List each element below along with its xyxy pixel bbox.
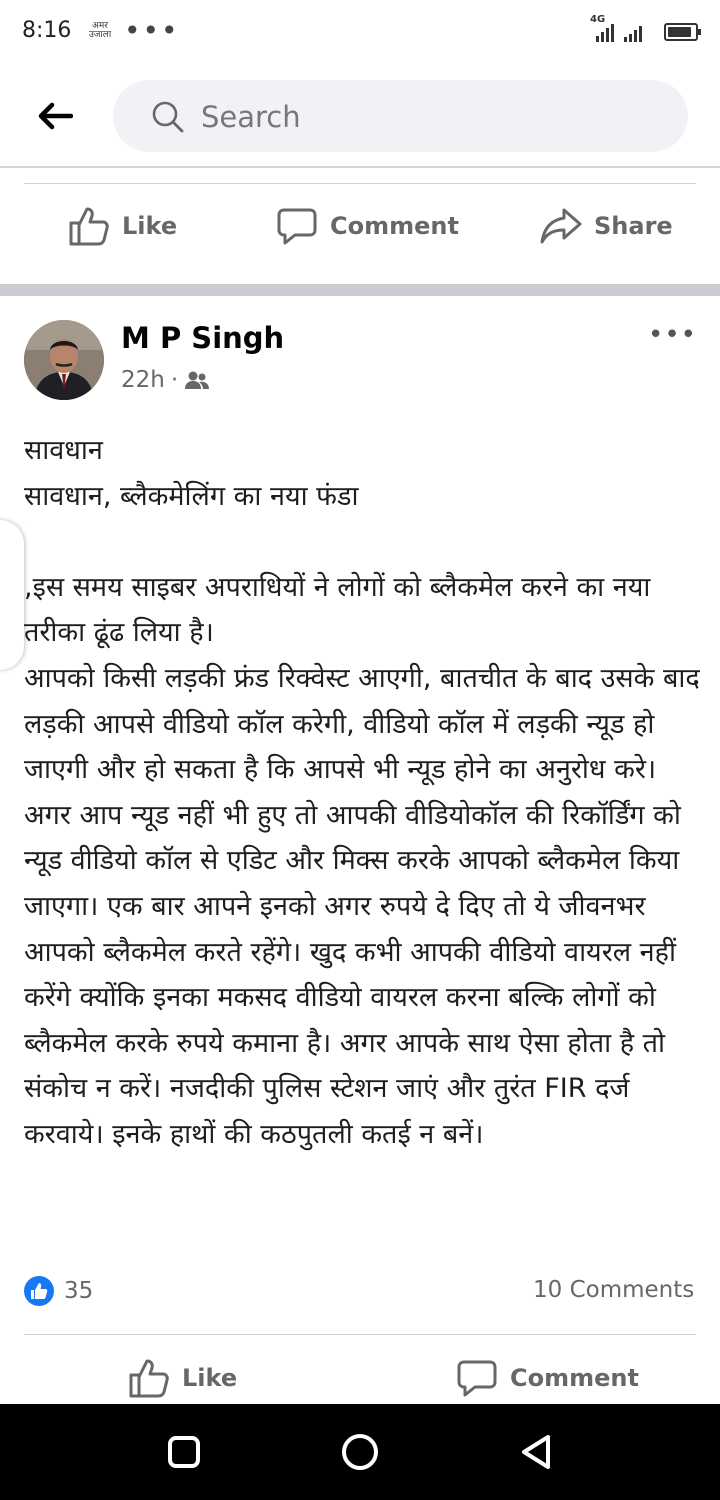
- share-arrow-icon: [540, 206, 582, 246]
- like-button-bottom[interactable]: [128, 1358, 237, 1398]
- comment-label: Comment: [330, 212, 459, 240]
- post-paragraph-gap: [24, 519, 700, 565]
- post-paragraph: आपको किसी लड़की फ्रंड रिक्वेस्ट आएगी, बातचीत के बाद उसके बाद लड़की आपसे वीडियो कॉल करेगी, वीडियो कॉल में लड़की न्यूड हो जाएगी और हो सकता है कि आपसे भी न्यूड होने का अनुरोध करे। अगर आप न्यूड नहीं भी हुए तो आपकी वीडियोकॉल की रिकॉर्डिंग को न्यूड वीडियो कॉल से एडिट और मिक्स करके आपको ब्लैकमेल किया जाएगा। एक बार आपने इनको अगर रुपये दे दिए तो ये जीवनभर आपको ब्लैकमेल करते रहेंगे। खुद कभी आपकी वीडियो वायरल नहीं करेंगे क्योंकि इनका मकसद वीडियो वायरल करना बल्कि लोगों को ब्लैकमेल करके रुपये कमाना है। अगर आपके साथ ऐसा होता है तो संकोच न करें। नजदीकी पुलिस स्टेशन जाएं और तुरंत FIR दर्ज करवाये। इनके हाथों की कठपुतली कतई न बनें।: [24, 662, 700, 1150]
- like-label: Like: [182, 1364, 238, 1392]
- feed-separator: [0, 284, 720, 296]
- search-bar[interactable]: [113, 80, 688, 152]
- meta-separator: ·: [170, 367, 179, 393]
- post-time[interactable]: 22h: [121, 367, 165, 393]
- app-mark-line1: अमर: [92, 21, 108, 31]
- share-label: Share: [594, 212, 673, 240]
- share-button[interactable]: [540, 206, 673, 246]
- thumbs-up-icon: [30, 1282, 48, 1300]
- back-triangle-icon: [518, 1433, 554, 1471]
- post-body: [24, 428, 700, 1158]
- like-label: Like: [122, 212, 178, 240]
- battery-icon: [664, 23, 698, 41]
- friends-icon: [184, 370, 210, 390]
- signal-icon: [596, 24, 656, 42]
- network-type: 4G: [590, 14, 606, 25]
- app-mark-line2: उजाला: [88, 30, 112, 40]
- comment-label: Comment: [510, 1364, 639, 1392]
- home-button[interactable]: [340, 1432, 380, 1472]
- app-notification-icon: [86, 22, 114, 40]
- comment-button[interactable]: [276, 206, 459, 246]
- battery-level: [668, 27, 691, 37]
- home-circle-icon: [340, 1432, 380, 1472]
- recents-square-icon: [167, 1435, 201, 1469]
- reaction-summary[interactable]: [24, 1276, 93, 1306]
- post-paragraph: सावधान: [24, 435, 103, 466]
- back-button[interactable]: [30, 94, 80, 138]
- actions-top-divider: [24, 183, 696, 184]
- comment-button-bottom[interactable]: [456, 1358, 639, 1398]
- post-paragraph: ,इस समय साइबर अपराधियों ने लोगों को ब्लैकमेल करने का नया तरीका ढूंढ लिया है।: [24, 571, 651, 649]
- search-input[interactable]: [199, 94, 663, 140]
- comment-icon: [276, 206, 318, 246]
- thumbs-up-icon: [128, 1358, 170, 1398]
- edge-panel-handle[interactable]: [0, 520, 24, 670]
- thumbs-up-icon: [68, 206, 110, 246]
- system-nav-bar: [0, 1404, 720, 1500]
- header-divider: [0, 166, 720, 168]
- avatar[interactable]: [24, 320, 104, 400]
- profile-photo-icon: [24, 320, 104, 400]
- more-notifications-icon: •••: [124, 14, 180, 47]
- search-icon: [151, 100, 185, 134]
- actions-bottom-divider: [24, 1334, 696, 1335]
- recents-button[interactable]: [164, 1432, 204, 1472]
- post-options-icon[interactable]: •••: [648, 320, 698, 350]
- post-author[interactable]: M P Singh: [121, 321, 285, 355]
- back-arrow-icon: [37, 102, 73, 130]
- comments-count[interactable]: 10 Comments: [533, 1277, 695, 1303]
- post-paragraph: सावधान, ब्लैकमेलिंग का नया फंडा: [24, 480, 359, 512]
- like-count: 35: [64, 1278, 94, 1304]
- post-meta: [121, 367, 210, 393]
- back-nav-button[interactable]: [516, 1432, 556, 1472]
- comment-icon: [456, 1358, 498, 1398]
- status-bar: [0, 0, 720, 64]
- like-reaction-icon: [24, 1276, 54, 1306]
- status-time: 8:16: [22, 18, 72, 43]
- like-button[interactable]: [68, 206, 177, 246]
